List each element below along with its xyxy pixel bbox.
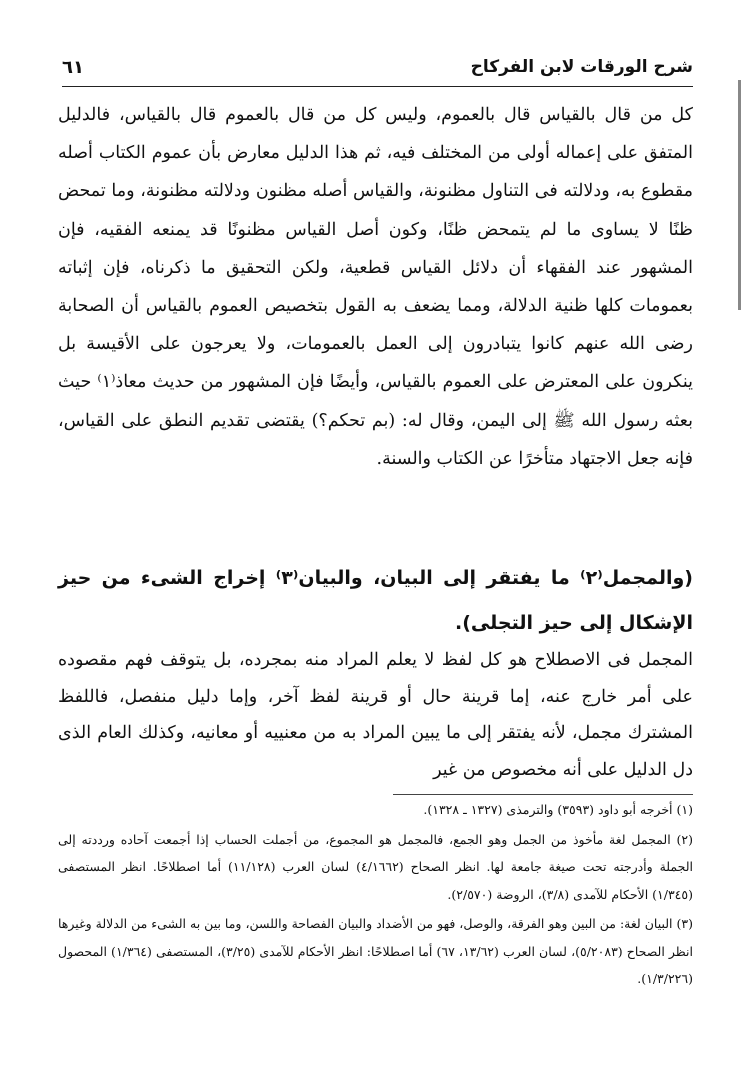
footnote-1: (١) أخرجه أبو داود (٣٥٩٣) والترمذى (١٣٢٧ ـ ١٣٢٨). [423, 802, 693, 817]
commentary-text [58, 642, 693, 788]
commentary-paragraph: المجمل فى الاصطلاح هو كل لفظ لا يعلم المراد منه بمجرده، بل يتوقف فهم مقصوده على أمر خارج عنه، إما قرينة حال أو قرينة لفظ آخر، وإما دليل منفصل، فاللفظ المشترك مجمل، لأنه يفتقر إلى ما يبين المراد به من معنييه أو معانيه، وكذلك العام الذى دل الدليل على أنه مخصوص من غير [58, 650, 693, 780]
definition-text: (والمجمل⁽٢⁾ ما يفتقر إلى البيان، والبيان⁽٣⁾ إخراج الشىء من حيز الإشكال إلى حيز التجلى). [58, 567, 693, 634]
page-number: ٦١ [62, 56, 84, 78]
footnote-3: (٣) البيان لغة: من البين وهو الفرقة، والوصل، فهو من الأضداد والبيان الفصاحة واللسن، وما بين به الشىء من الدلالة وغيرها انظر الصحاح (٥/٢٠٨٣)، لسان العرب (١٣/٦٢، ٦٧) أما اصطلاحًا: انظر الأحكام للآمدى (٣/٢٥)، المستصفى (١/٣٦٤) المحصول (١/٣/٢٢٦). [58, 916, 694, 986]
header-rule [62, 86, 693, 87]
page-edge-shadow [738, 80, 741, 310]
footnote-2: (٢) المجمل لغة مأخوذ من الجمل وهو الجمع، فالمجمل هو المجموع، من أجملت الحساب إذا أجمعت آحاده ورددته إلى الجملة وأدرجته تحت صيغة جامعة لها. انظر الصحاح (٤/١٦٦٢) لسان العرب (١١/١٢٨) أما اصطلاحًا. انظر المستصفى (١/٣٤٥) الأحكام للآمدى (٣/٨)، الروضة (٢/٥٧٠). [58, 831, 693, 902]
matn-definition [58, 556, 693, 646]
running-header [62, 52, 693, 82]
main-text [58, 96, 693, 478]
body-paragraph: كل من قال بالقياس قال بالعموم، وليس كل من قال بالعموم قال بالقياس، فالدليل المتفق على إعماله أولى من المختلف فيه، ثم هذا الدليل معارض بأن عموم الكتاب أصله مقطوع به، ودلالته فى التناول مظنونة، والقياس أصله مظنون ودلالته مظنونة، وما تمحض ظنًا لا يساوى ما لم يتمحض ظنًا، وكون أصل القياس مظنونًا قد يمنعه الفقيه، فإن المشهور عند الفقهاء أن دلائل القياس قطعية، ولكن التحقيق ما ذكرناه، فإن إثباته بعمومات كلها ظنية الدلالة، ومما يضعف به القول بتخصيص العموم بالقياس أن الصحابة رضى الله عنهم كانوا يتبادرون إلى العمل بالعمومات، ولا يعرجون على الأقيسة بل ينكرون على المعترض على العموم بالقياس، وأيضًا فإن المشهور من حديث معاذ⁽١⁾ حيث بعثه رسول الله ﷺ إلى اليمن، وقال له: (بم تحكم؟) يقتضى تقديم النطق على القياس، فإنه جعل الاجتهاد متأخرًا عن الكتاب والسنة. [58, 105, 693, 469]
footnotes [58, 796, 693, 995]
header-title: شرح الورقات لابن الفركاح [470, 57, 693, 77]
footnote-separator [393, 794, 693, 795]
